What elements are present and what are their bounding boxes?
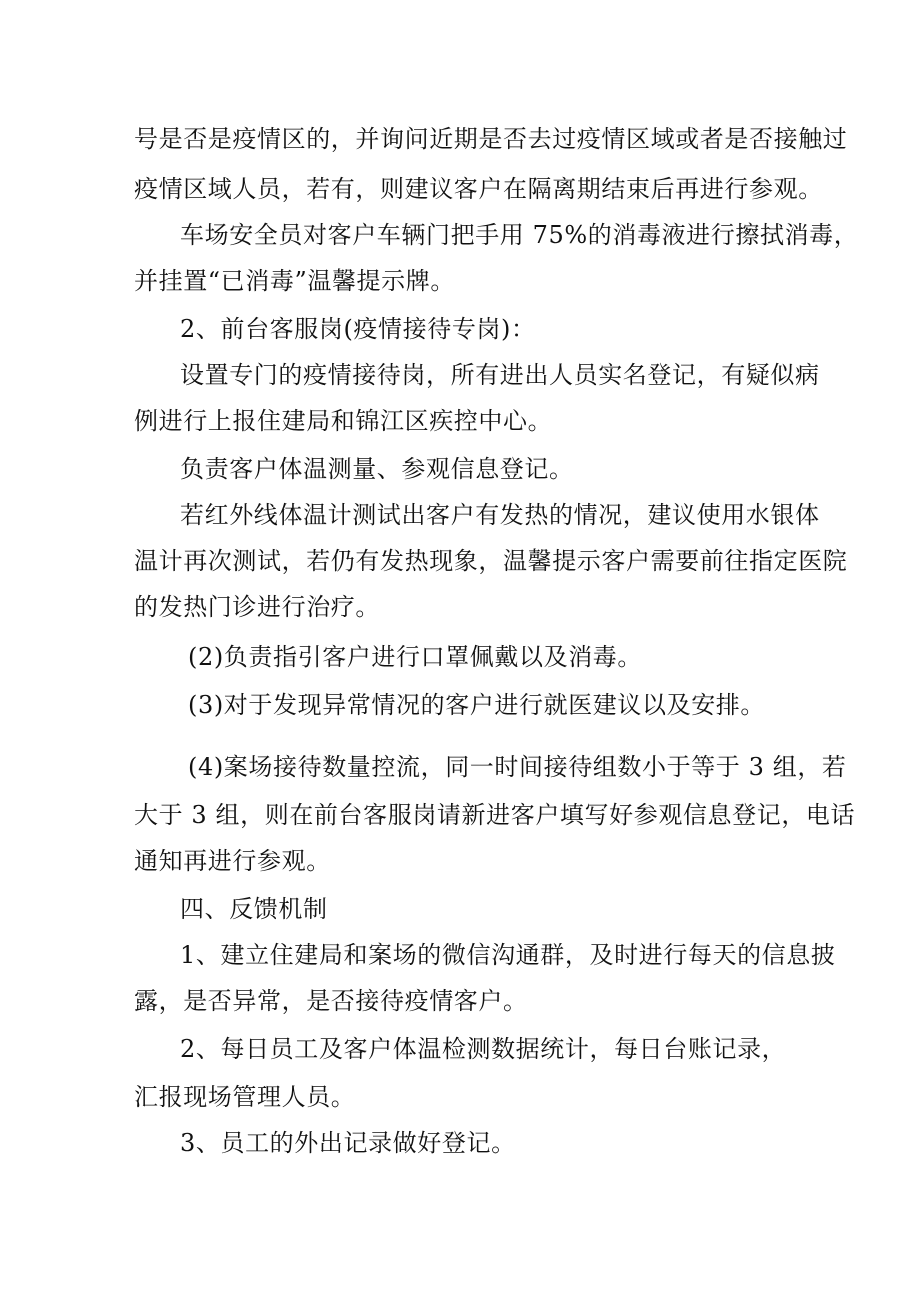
list-item: (3)对于发现异常情况的客户进行就医建议以及安排。 bbox=[188, 691, 765, 719]
text-line: 车场安全员对客户车辆门把手用 75%的消毒液进行擦拭消毒， bbox=[180, 221, 859, 249]
text-line: 汇报现场管理人员。 bbox=[134, 1083, 356, 1111]
text-line: 例进行上报住建局和锦江区疾控中心。 bbox=[134, 407, 553, 435]
text-line: 通知再进行参观。 bbox=[134, 847, 331, 875]
list-item: (2)负责指引客户进行口罩佩戴以及消毒。 bbox=[188, 643, 642, 671]
text-line: 号是否是疫情区的，并询问近期是否去过疫情区域或者是否接触过 bbox=[134, 125, 848, 153]
text-line: 露，是否异常，是否接待疫情客户。 bbox=[134, 987, 528, 1015]
text-line: 并挂置“已消毒”温馨提示牌。 bbox=[134, 267, 455, 295]
text-line: 若红外线体温计测试出客户有发热的情况，建议使用水银体 bbox=[180, 501, 820, 529]
text-line: 设置专门的疫情接待岗，所有进出人员实名登记，有疑似病 bbox=[180, 361, 820, 389]
text-line: 温计再次测试，若仍有发热现象，温馨提示客户需要前往指定医院 bbox=[134, 547, 848, 575]
text-line: 负责客户体温测量、参观信息登记。 bbox=[180, 455, 574, 483]
section-heading: 四、反馈机制 bbox=[180, 895, 328, 923]
text-line: 的发热门诊进行治疗。 bbox=[134, 593, 380, 621]
text-line: 2、每日员工及客户体温检测数据统计，每日台账记录， bbox=[180, 1035, 787, 1063]
text-line: 大于 3 组，则在前台客服岗请新进客户填写好参观信息登记，电话 bbox=[134, 801, 856, 829]
text-line: 3、员工的外出记录做好登记。 bbox=[180, 1129, 516, 1157]
section-heading: 2、前台客服岗(疫情接待专岗)： bbox=[180, 315, 536, 343]
text-line: 疫情区域人员，若有，则建议客户在隔离期结束后再进行参观。 bbox=[134, 175, 823, 203]
list-item: (4)案场接待数量控流，同一时间接待组数小于等于 3 组，若 bbox=[188, 753, 847, 781]
text-line: 1、建立住建局和案场的微信沟通群，及时进行每天的信息披 bbox=[180, 941, 836, 969]
